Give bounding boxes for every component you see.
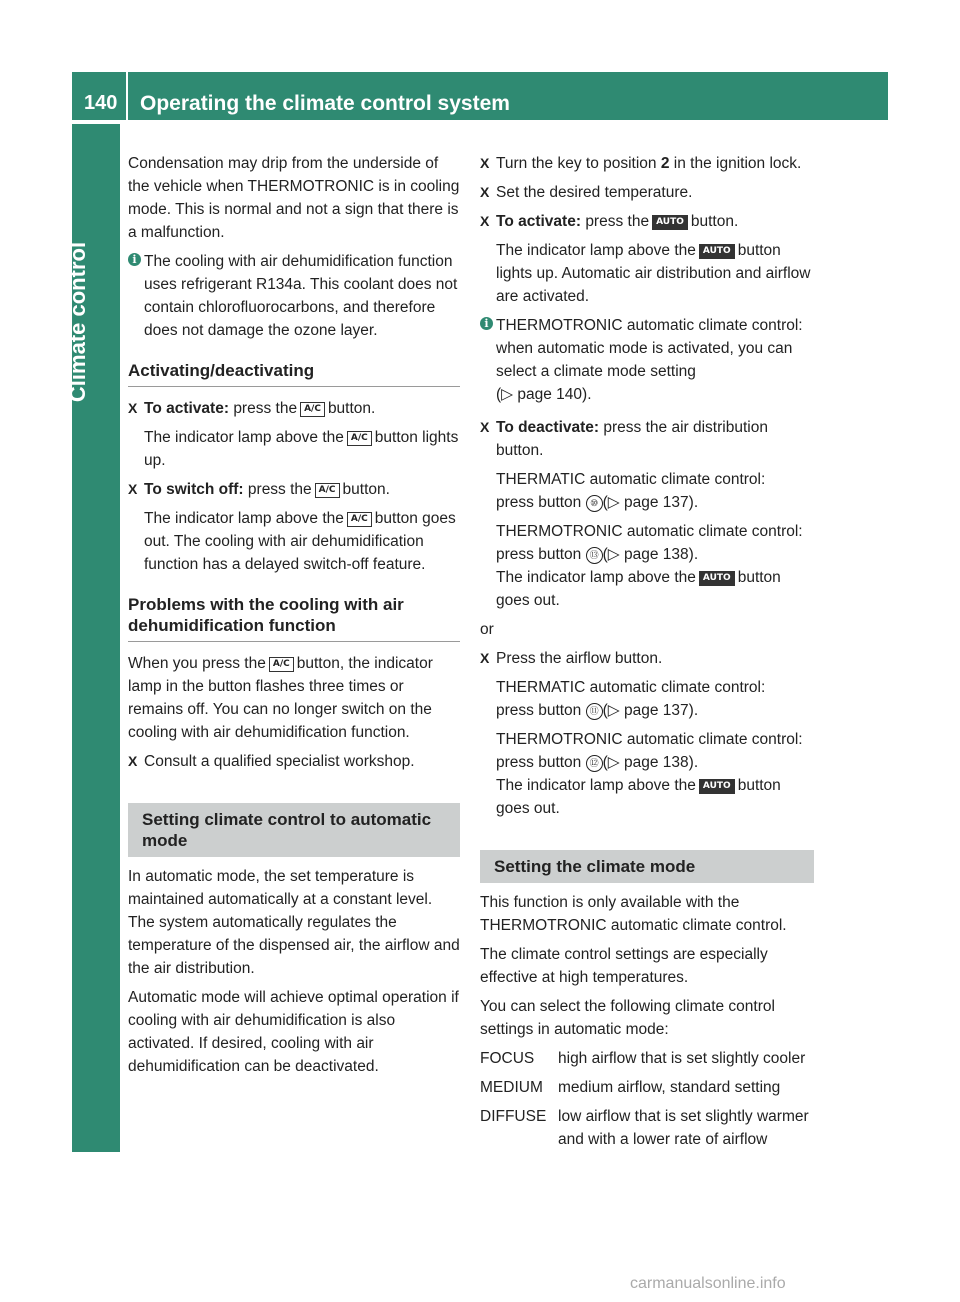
step-arrow-icon: X — [480, 155, 490, 171]
step-turn-key: X Turn the key to position 2 in the ignition lock. — [480, 152, 814, 175]
page-title: Operating the climate control system — [140, 92, 510, 115]
auto-button-icon: AUTO — [699, 779, 735, 794]
step-arrow-icon: X — [480, 213, 490, 229]
step-deactivate: X To deactivate: press the air distribution button. — [480, 416, 814, 462]
step-arrow-icon: X — [128, 481, 138, 497]
info-note — [128, 250, 460, 342]
info-icon: i — [128, 253, 141, 266]
ac-button-icon: A/C — [300, 402, 325, 417]
step-arrow-icon: X — [480, 650, 490, 666]
left-column — [128, 152, 460, 1084]
right-column — [480, 152, 814, 1157]
step-activate-auto-detail: The indicator lamp above the AUTO button lights up. Automatic air distribution and airflow are activated. — [496, 242, 811, 305]
ac-button-icon: A/C — [347, 512, 372, 527]
step-activate-detail: The indicator lamp above the A/C button lights up. — [144, 429, 459, 469]
button-10-icon: ⑩ — [586, 495, 603, 512]
auto-button-icon: AUTO — [652, 215, 688, 230]
step-arrow-icon: X — [128, 400, 138, 416]
auto-paragraph-2: Automatic mode will achieve optimal operation if cooling with air dehumidification is also activated. If desired, cooling with air dehumidification can be deactivated. — [128, 989, 459, 1075]
auto-button-icon: AUTO — [699, 571, 735, 586]
heading-climate-mode: Setting the climate mode — [480, 850, 814, 883]
step-airflow: X Press the airflow button. — [480, 647, 814, 670]
step-switch-off-detail: The indicator lamp above the A/C button goes out. The cooling with air dehumidification function has a delayed switch-off feature. — [144, 510, 456, 573]
step-arrow-icon: X — [480, 419, 490, 435]
button-13-icon: ⑬ — [586, 547, 603, 564]
info-icon: i — [480, 317, 493, 330]
ac-button-icon: A/C — [269, 657, 294, 672]
step-consult: X Consult a qualified specialist workshop. — [128, 750, 460, 773]
mode-paragraph-3: You can select the following climate control settings in automatic mode: — [480, 998, 775, 1038]
mode-paragraph-2: The climate control settings are especially effective at high temperatures. — [480, 946, 768, 986]
thermatic-airflow-instruction: THERMATIC automatic climate control: press button ⑪ (▷ page 137). — [496, 679, 766, 719]
intro-paragraph: Condensation may drip from the underside of the vehicle when THERMOTRONIC is in cooling mode. This is normal and not a sign that there is a malfunction. — [128, 155, 460, 241]
watermark: carmanualsonline.info — [630, 1275, 786, 1292]
step-arrow-icon: X — [128, 753, 138, 769]
step-arrow-icon: X — [480, 184, 490, 200]
heading-problems: Problems with the cooling with air dehumidification function — [128, 594, 460, 642]
step-set-temperature: X Set the desired temperature. — [480, 181, 814, 204]
section-title: Climate control — [65, 241, 90, 403]
page-reference: (▷ page 140). — [496, 386, 592, 403]
thermotronic-instruction: THERMOTRONIC automatic climate control: press button ⑬ (▷ page 138). The indicator lamp above the AUTO button goes out. — [496, 523, 803, 609]
button-11-icon: ⑪ — [586, 703, 603, 720]
button-12-icon: ⑫ — [586, 755, 603, 772]
header-divider — [126, 72, 128, 120]
heading-activating: Activating/deactivating — [128, 360, 460, 387]
auto-button-icon: AUTO — [699, 244, 735, 259]
step-activate: X To activate: press the A/C button. — [128, 397, 460, 420]
thermatic-instruction: THERMATIC automatic climate control: press button ⑩ (▷ page 137). — [496, 471, 766, 511]
mode-row-focus: FOCUS high airflow that is set slightly cooler — [480, 1050, 806, 1067]
or-label: or — [480, 621, 494, 638]
info-text: The cooling with air dehumidification function uses refrigerant R134a. This coolant does not contain chlorofluorocarbons, and therefore does not damage the ozone layer. — [144, 253, 458, 339]
auto-paragraph-1: In automatic mode, the set temperature is maintained automatically at a constant level. The system automatically regulates the temperature of the dispensed air, the airflow and the air distribution. — [128, 868, 460, 977]
page-header — [72, 72, 888, 120]
mode-paragraph-1: This function is only available with the THERMOTRONIC automatic climate control. — [480, 894, 787, 934]
ac-button-icon: A/C — [315, 483, 340, 498]
heading-automatic-mode: Setting climate control to automatic mode — [128, 803, 460, 857]
problems-paragraph: When you press the A/C button, the indicator lamp in the button flashes three times or remains off. You can no longer switch on the cooling with air dehumidification function. — [128, 655, 433, 741]
info-note: i THERMOTRONIC automatic climate control: when automatic mode is activated, you can select a climate mode setting (▷ page 140). — [480, 314, 814, 406]
ac-button-icon: A/C — [347, 431, 372, 446]
page-number: 140 — [84, 92, 118, 114]
step-activate-auto: X To activate: press the AUTO button. — [480, 210, 814, 233]
step-switch-off: X To switch off: press the A/C button. — [128, 478, 460, 501]
mode-row-medium: MEDIUM medium airflow, standard setting — [480, 1079, 781, 1096]
thermotronic-airflow-instruction: THERMOTRONIC automatic climate control: press button ⑫ (▷ page 138). The indicator lamp above the AUTO button goes out. — [496, 731, 803, 817]
mode-row-diffuse: DIFFUSE low airflow that is set slightly warmer and with a lower rate of airflow — [480, 1108, 809, 1148]
